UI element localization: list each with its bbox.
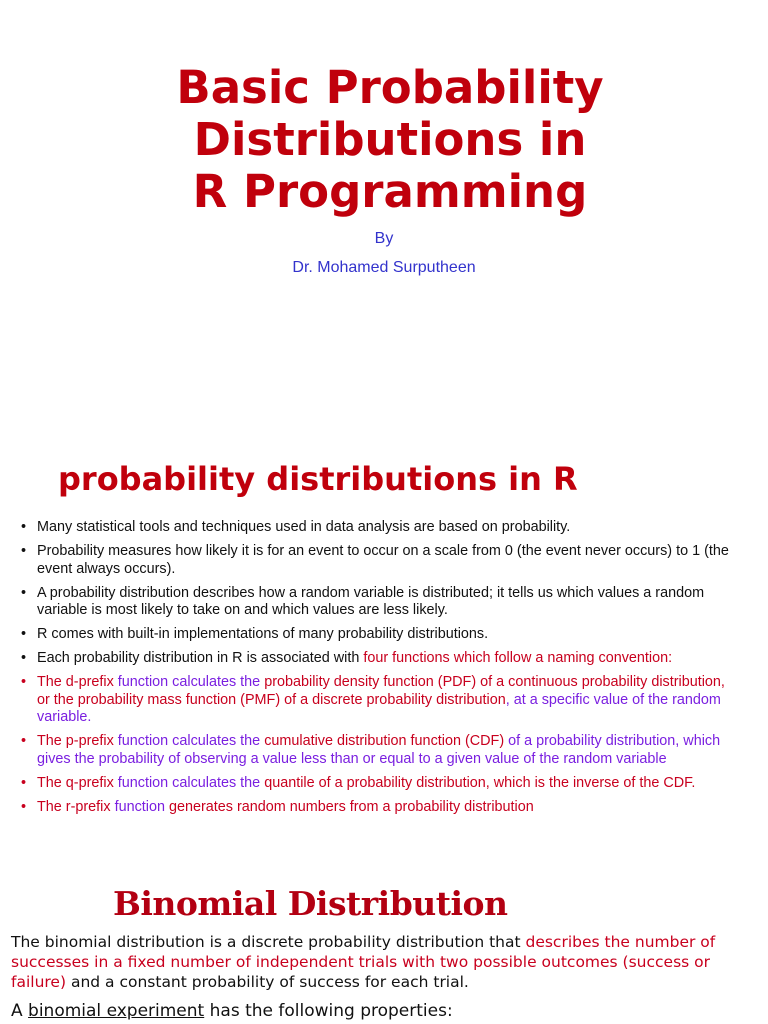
byline-author: Dr. Mohamed Surputheen: [292, 259, 476, 276]
list-item: [20, 775, 730, 793]
bullet-highlight: quantile of a probability distribution, which is the inverse of the CDF.: [264, 774, 696, 791]
bullet-icon: •: [21, 519, 27, 535]
bullet-icon: •: [21, 798, 27, 815]
title-line-3: R Programming: [192, 165, 588, 218]
bullet-text: A probability distribution describes how a random variable is distributed; it tells us which values a random variable is most likely to take on and which values are less likely.: [37, 584, 705, 618]
bullet-icon: •: [21, 733, 27, 749]
section-heading-probability: probability distributions in R: [58, 460, 578, 498]
document-title: [0, 62, 768, 218]
bullet-text: , at a specific value of the random variable.: [37, 691, 721, 725]
bullet-text: R comes with built-in implementations of many probability distributions.: [37, 626, 489, 642]
bullet-text: function calculates the: [117, 774, 265, 791]
bullet-icon: •: [21, 584, 27, 601]
title-line-2: Distributions in: [193, 113, 587, 166]
bullet-icon: •: [21, 626, 27, 642]
list-item: [20, 543, 730, 578]
r-prefix-label: The r-prefix: [37, 798, 115, 815]
bullet-text: function calculates the: [117, 733, 265, 749]
list-item: [20, 650, 730, 668]
byline-by: By: [374, 230, 394, 247]
bullet-highlight: four functions which follow a naming convention:: [363, 650, 673, 666]
binomial-experiment-term: binomial experiment: [28, 1001, 205, 1021]
bullet-highlight: generates random numbers from a probability distribution: [164, 798, 534, 815]
bullet-text: Many statistical tools and techniques used in data analysis are based on probability.: [37, 519, 571, 535]
d-prefix-label: The d-prefix: [37, 674, 118, 690]
list-item: [20, 733, 730, 768]
bullet-text: function calculates the: [117, 674, 265, 690]
q-prefix-label: The q-prefix: [37, 774, 118, 791]
title-line-1: Basic Probability: [176, 61, 604, 114]
list-item: [20, 519, 730, 537]
bullet-text: of a probability distribution, which gives the probability of observing a value less than or equal to a given value of the random variable: [37, 733, 721, 767]
probability-bullet-list: [20, 519, 730, 823]
p-prefix-label: The p-prefix: [37, 733, 118, 749]
list-item: [20, 585, 730, 620]
binomial-description: [11, 932, 751, 992]
paragraph-text: The binomial distribution is a discrete probability distribution that: [11, 933, 526, 951]
bullet-icon: •: [21, 543, 27, 559]
list-item: [20, 799, 730, 817]
bullet-highlight: probability density function (PDF) of a continuous probability distribution, or the probability mass function (PMF) of a discrete probability distribution: [37, 674, 725, 708]
paragraph-text: has the following properties:: [204, 1001, 453, 1021]
paragraph-text: and a constant probability of success for each trial.: [66, 973, 469, 991]
paragraph-highlight: describes the number of successes in a fixed number of independent trials with two possible outcomes (success or failure): [11, 933, 716, 991]
bullet-text: Each probability distribution in R is associated with: [37, 650, 364, 666]
bullet-icon: •: [21, 674, 27, 690]
section-heading-binomial: Binomial Distribution: [113, 884, 508, 923]
bullet-text: Probability measures how likely it is for an event to occur on a scale from 0 (the event never occurs) to 1 (the event always occurs).: [37, 543, 729, 577]
byline: [0, 230, 768, 288]
bullet-highlight: cumulative distribution function (CDF): [264, 733, 505, 749]
paragraph-text: A: [11, 1001, 29, 1021]
bullet-icon: •: [21, 650, 27, 666]
list-item: [20, 674, 730, 727]
bullet-icon: •: [21, 774, 27, 791]
binomial-experiment-intro: [11, 1000, 751, 1022]
bullet-text: function: [114, 798, 165, 815]
list-item: [20, 626, 730, 644]
